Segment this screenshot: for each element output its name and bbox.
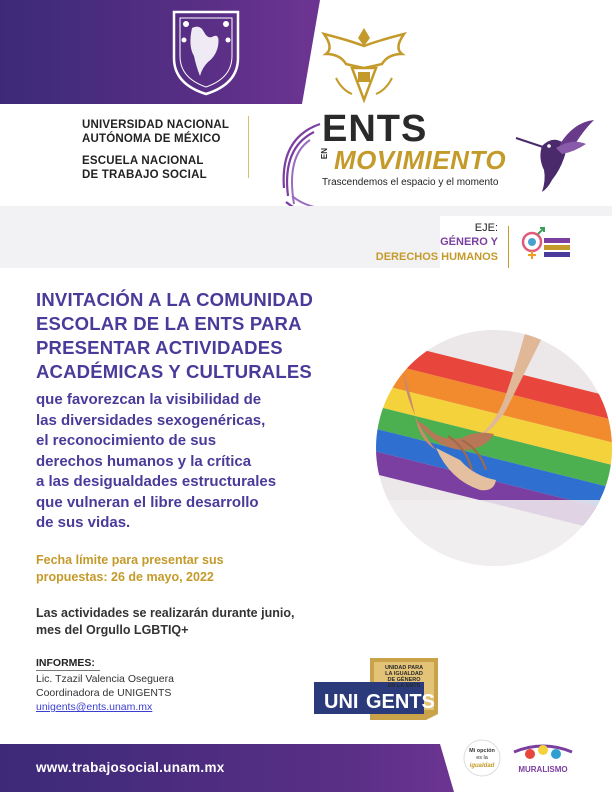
unam-shield-icon — [170, 6, 242, 96]
subhead-line: que vulneran el libre desarrollo — [36, 493, 259, 511]
unigents-logo — [314, 656, 442, 722]
contact-name: Lic. Tzazil Valencia Oseguera — [36, 673, 174, 685]
activities-line: Las actividades se realizarán durante junio, — [36, 606, 295, 620]
eje-separator — [508, 226, 509, 268]
subhead-line: de sus vidas. — [36, 514, 131, 531]
subhead-line: derechos humanos y la crítica — [36, 452, 252, 470]
university-line-1: UNIVERSIDAD NACIONAL — [82, 119, 230, 131]
igualdad-text-3: igualdad — [469, 763, 495, 769]
igualdad-text-2: es la — [476, 755, 488, 761]
deadline-line: Fecha límite para presentar sus — [36, 553, 224, 567]
deadline-notice — [36, 552, 356, 586]
contact-email-link[interactable]: unigents@ents.unam.mx — [36, 701, 153, 713]
brand-en: EN — [320, 148, 329, 160]
header-band — [0, 0, 302, 104]
gender-rights-icon — [514, 226, 574, 262]
school-line-2: DE TRABAJO SOCIAL — [82, 169, 207, 181]
brand-movement: MOVIMIENTO — [334, 145, 507, 175]
igualdad-logo-icon — [462, 738, 502, 778]
header-divider — [248, 116, 249, 178]
brand-title: ENTS — [322, 108, 428, 150]
eje-label: EJE: — [474, 222, 498, 234]
school-line-1: ESCUELA NACIONAL — [82, 155, 204, 167]
muralismo-text: MURALISMO — [518, 765, 568, 774]
unigents-tag-3: DE GÉNERO — [387, 677, 421, 683]
eje-derechos: DERECHOS HUMANOS — [375, 251, 498, 263]
headline-line: PRESENTAR ACTIVIDADES — [36, 337, 283, 358]
activities-line: mes del Orgullo LGBTIQ+ — [36, 623, 189, 637]
contact-rule — [36, 670, 100, 671]
ents-eagle-emblem-icon — [318, 24, 410, 106]
headline-line: INVITACIÓN A LA COMUNIDAD — [36, 289, 313, 310]
footer-website-link[interactable]: www.trabajosocial.unam.mx — [36, 760, 225, 775]
subhead-line: que favorezcan la visibilidad de — [36, 391, 262, 408]
contact-role: Coordinadora de UNIGENTS — [36, 687, 172, 699]
headline-line: ESCOLAR DE LA ENTS PARA — [36, 313, 302, 334]
headline — [36, 288, 376, 384]
brand-tagline: Trascendemos el espacio y el momento — [322, 177, 499, 188]
subheadline — [36, 390, 376, 534]
unigents-tag-2: LA IGUALDAD — [385, 671, 423, 677]
contact-info — [36, 656, 174, 714]
unigents-tag-1: UNIDAD PARA — [384, 665, 424, 671]
eje-genero: GÉNERO Y — [440, 236, 498, 248]
activities-notice — [36, 605, 366, 639]
igualdad-text-1: Mi opción — [469, 748, 495, 754]
university-name-block — [82, 118, 229, 182]
unigents-tag-4: EN LA ENTS — [387, 683, 421, 689]
subhead-line: las diversidades sexogenéricas, — [36, 411, 266, 429]
unigents-uni: UNI — [324, 691, 359, 713]
subhead-line: el reconocimiento de sus — [36, 432, 217, 449]
university-line-2: AUTÓNOMA DE MÉXICO — [82, 133, 221, 145]
hummingbird-icon — [512, 118, 596, 194]
muralismo-logo-icon — [510, 738, 576, 778]
headline-line: ACADÉMICAS Y CULTURALES — [36, 361, 312, 382]
deadline-line: propuestas: 26 de mayo, 2022 — [36, 570, 214, 584]
unigents-gents: GENTS — [366, 691, 435, 713]
hands-pride-flag-photo — [376, 330, 612, 566]
contact-title: INFORMES: — [36, 657, 95, 669]
subhead-line: a las desigualdades estructurales — [36, 473, 277, 490]
